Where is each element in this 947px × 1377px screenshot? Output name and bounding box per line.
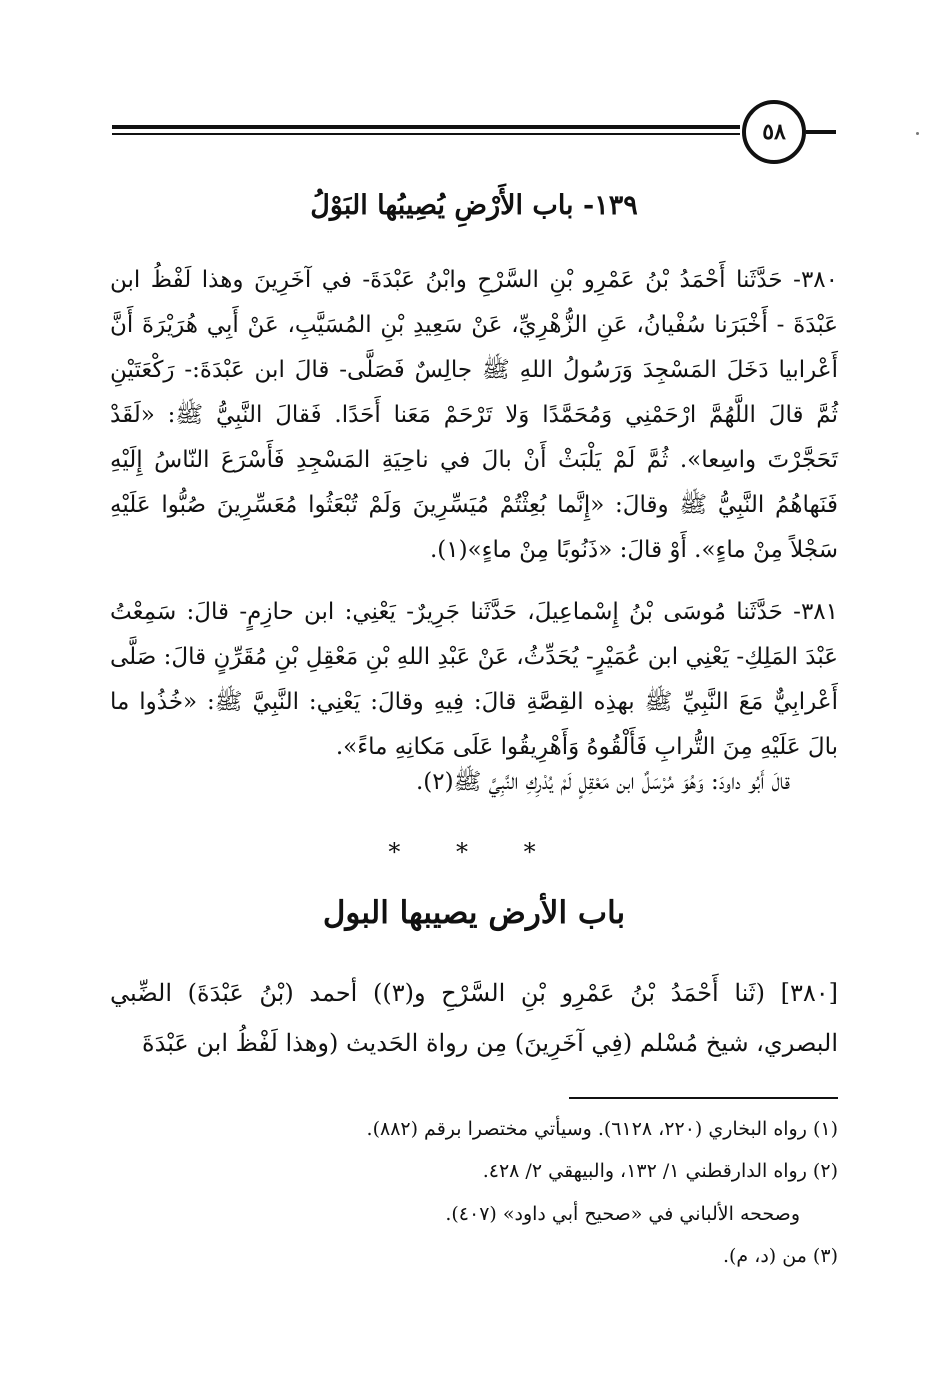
hadith-381: ٣٨١- حَدَّثَنا مُوسَى بْنُ إِسْماعِيلَ، حَدَّثَنا جَرِيرٌ- يَعْنِي: ابن حازِمٍ- قالَ: سَمِعْتُ عَبْدَ المَلِكِ- يَعْنِي ابن عُمَيْرٍ- يُحَدِّثُ، عَنْ عَبْدِ اللهِ بْنِ مَعْقِلِ بْنِ مُقَرِّنٍ قالَ: صَلَّى أَعْرابِيٌّ مَعَ النَّبِيِّ ﷺ بهذِه القِصَّةِ قالَ: فِيهِ وقالَ: يَعْنِي: النَّبِيَّ ﷺ: «خُذُوا ما بالَ عَلَيْهِ مِنَ التُّرابِ فَأَلْقُوهُ وَأَهْرِيقُوا عَلَى مَكانِهِ ماءً».: [110, 599, 838, 760]
footnote-2: (٢) رواه الدارقطني ١/ ١٣٢، والبيهقي ٢/ ٤٢٨.: [482, 1160, 838, 1182]
footnote-3: (٣) من (د، م).: [722, 1245, 838, 1267]
chapter-heading: ١٣٩- باب الأَرْضِ يُصِيبُها البَوْلُ: [310, 190, 638, 221]
margin-dot: [916, 132, 919, 135]
footnote-divider: [569, 1097, 838, 1099]
abu-dawud-note: قالَ أَبُو داودَ: وَهُوَ مُرْسَلٌ ابن مَعْقِلٍ لَمْ يُدْرِكِ النَّبِيَّ ﷺ(٢).: [415, 769, 790, 795]
commentary-heading: باب الأرض يصيبها البول: [322, 895, 626, 931]
hadith-380: ٣٨٠- حَدَّثَنا أَحْمَدُ بْنُ عَمْرِو بْنِ السَّرْحِ وابْنُ عَبْدَةَ- في آخَرِينَ وهذا لَفْظُ ابن عَبْدَةَ - أَخْبَرَنا سُفْيانُ، عَنِ الزُّهْرِيِّ، عَنْ سَعِيدِ بْنِ المُسَيَّبِ، عَنْ أَبِي هُرَيْرَةَ أَنَّ أَعْرابيا دَخَلَ المَسْجِدَ وَرَسُولُ اللهِ ﷺ جالِسٌ فَصَلَّى- قالَ ابن عَبْدَةَ:- رَكْعَتَيْنِ ثُمَّ قالَ اللَّهُمَّ ارْحَمْنِي وَمُحَمَّدًا وَلا تَرْحَمْ مَعَنا أَحَدًا. فَقالَ النَّبِيُّ ﷺ: «لَقَدْ تَحَجَّرْتَ واسِعا». ثُمَّ لَمْ يَلْبَثْ أَنْ بالَ في ناحِيَةِ المَسْجِدِ فَأَسْرَعَ النّاسُ إِلَيْهِ فَنَهاهُمُ النَّبِيُّ ﷺ وقالَ: «إِنَّما بُعِثْتُمْ مُيَسِّرِينَ وَلَمْ تُبْعَثُوا مُعَسِّرِينَ صُبُّوا عَلَيْهِ سَجْلاً مِنْ ماءٍ». أَوْ قالَ: «ذَنُوبًا مِنْ ماءٍ»(١).: [110, 267, 838, 563]
header-rule: [112, 124, 740, 140]
page-number-ornament: [806, 130, 836, 134]
section-separator: * * *: [388, 838, 560, 866]
commentary-text: [٣٨٠] (ثَنا أَحْمَدُ بْنُ عَمْرِو بْنِ السَّرْحِ و(٣)) أحمد (بْنُ عَبْدَةَ) الضِّبي البصري، شيخ مُسْلم (فِي آخَرِينَ) مِن رواة الحَديث (وهذا لَفْظُ ابن عَبْدَةَ: [110, 979, 838, 1057]
footnote-1: (١) رواه البخاري (٢٢٠، ٦١٢٨). وسيأتي مختصرا برقم (٨٨٢).: [366, 1118, 838, 1140]
page-number: ٥٨: [742, 100, 806, 164]
footnote-2-continuation: وصححه الألباني في «صحيح أبي داود» (٤٠٧).: [445, 1203, 800, 1225]
header-rule-thin-line: [112, 133, 740, 135]
header-rule-thick-line: [112, 125, 740, 129]
